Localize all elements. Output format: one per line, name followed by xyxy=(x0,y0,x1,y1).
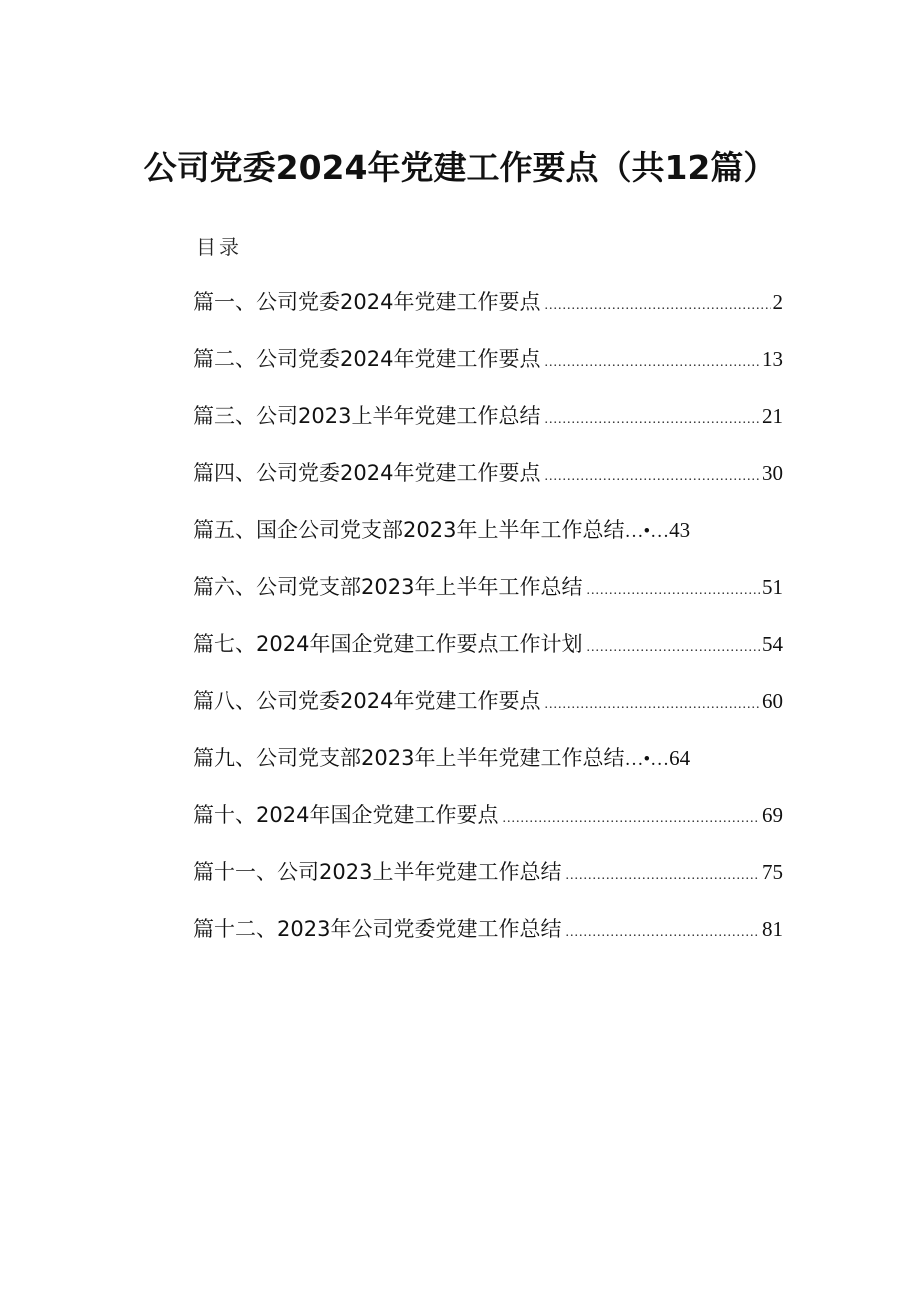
toc-entry-page-number: 13 xyxy=(762,347,783,371)
toc-entry-label: 篇八、公司党委2024年党建工作要点 xyxy=(193,689,541,713)
toc-dot-leader xyxy=(544,288,770,324)
toc-entry-label: 篇十二、2023年公司党委党建工作总结 xyxy=(193,917,562,941)
toc-entry[interactable] xyxy=(193,797,783,854)
toc-entry-page-number: 30 xyxy=(762,461,783,485)
toc-entry-page-number: 51 xyxy=(762,575,783,599)
table-of-contents xyxy=(193,284,783,968)
toc-entry-label: 篇九、公司党支部2023年上半年党建工作总结 xyxy=(193,746,625,770)
toc-entry-label: 篇十一、公司2023上半年党建工作总结 xyxy=(193,860,562,884)
toc-entry[interactable] xyxy=(193,341,783,398)
toc-entry[interactable] xyxy=(193,911,783,968)
toc-entry-page-number: 64 xyxy=(669,746,691,770)
toc-dot-leader xyxy=(565,858,760,894)
toc-heading: 目录 xyxy=(196,235,242,259)
toc-entry-page-number: 54 xyxy=(762,632,783,656)
toc-dot-leader xyxy=(544,459,760,495)
toc-dot-leader xyxy=(544,345,760,381)
toc-entry[interactable] xyxy=(193,683,783,740)
toc-entry[interactable] xyxy=(193,854,783,911)
toc-entry-separator: …•… xyxy=(624,749,670,770)
toc-entry-page-number: 21 xyxy=(762,404,783,428)
toc-entry-label: 篇七、2024年国企党建工作要点工作计划 xyxy=(193,632,583,656)
toc-entry-label: 篇四、公司党委2024年党建工作要点 xyxy=(193,461,541,485)
toc-entry-page-number: 43 xyxy=(669,518,691,542)
toc-dot-leader xyxy=(544,402,760,438)
toc-dot-leader xyxy=(586,573,760,609)
toc-entry-page-number: 60 xyxy=(762,689,783,713)
toc-entry-page-number: 81 xyxy=(762,917,783,941)
toc-entry[interactable] xyxy=(193,740,783,797)
toc-entry[interactable] xyxy=(193,455,783,512)
document-title: 公司党委2024年党建工作要点（共12篇） xyxy=(143,148,777,187)
toc-entry[interactable] xyxy=(193,626,783,683)
toc-entry-label: 篇十、2024年国企党建工作要点 xyxy=(193,803,499,827)
toc-entry-label: 篇六、公司党支部2023年上半年工作总结 xyxy=(193,575,583,599)
toc-entry-separator: …•… xyxy=(624,521,670,542)
toc-entry[interactable] xyxy=(193,569,783,626)
toc-entry-label: 篇二、公司党委2024年党建工作要点 xyxy=(193,347,541,371)
toc-dot-leader xyxy=(586,630,760,666)
toc-entry-page-number: 75 xyxy=(762,860,783,884)
toc-dot-leader xyxy=(565,915,760,951)
toc-dot-leader xyxy=(544,687,760,723)
toc-entry[interactable] xyxy=(193,398,783,455)
toc-entry-label: 篇一、公司党委2024年党建工作要点 xyxy=(193,290,541,314)
toc-entry-page-number: 69 xyxy=(762,803,783,827)
toc-entry-page-number: 2 xyxy=(772,290,783,314)
toc-entry-label: 篇三、公司2023上半年党建工作总结 xyxy=(193,404,541,428)
toc-entry[interactable] xyxy=(193,284,783,341)
toc-entry[interactable] xyxy=(193,512,783,569)
toc-entry-label: 篇五、国企公司党支部2023年上半年工作总结 xyxy=(193,518,625,542)
toc-dot-leader xyxy=(502,801,760,837)
